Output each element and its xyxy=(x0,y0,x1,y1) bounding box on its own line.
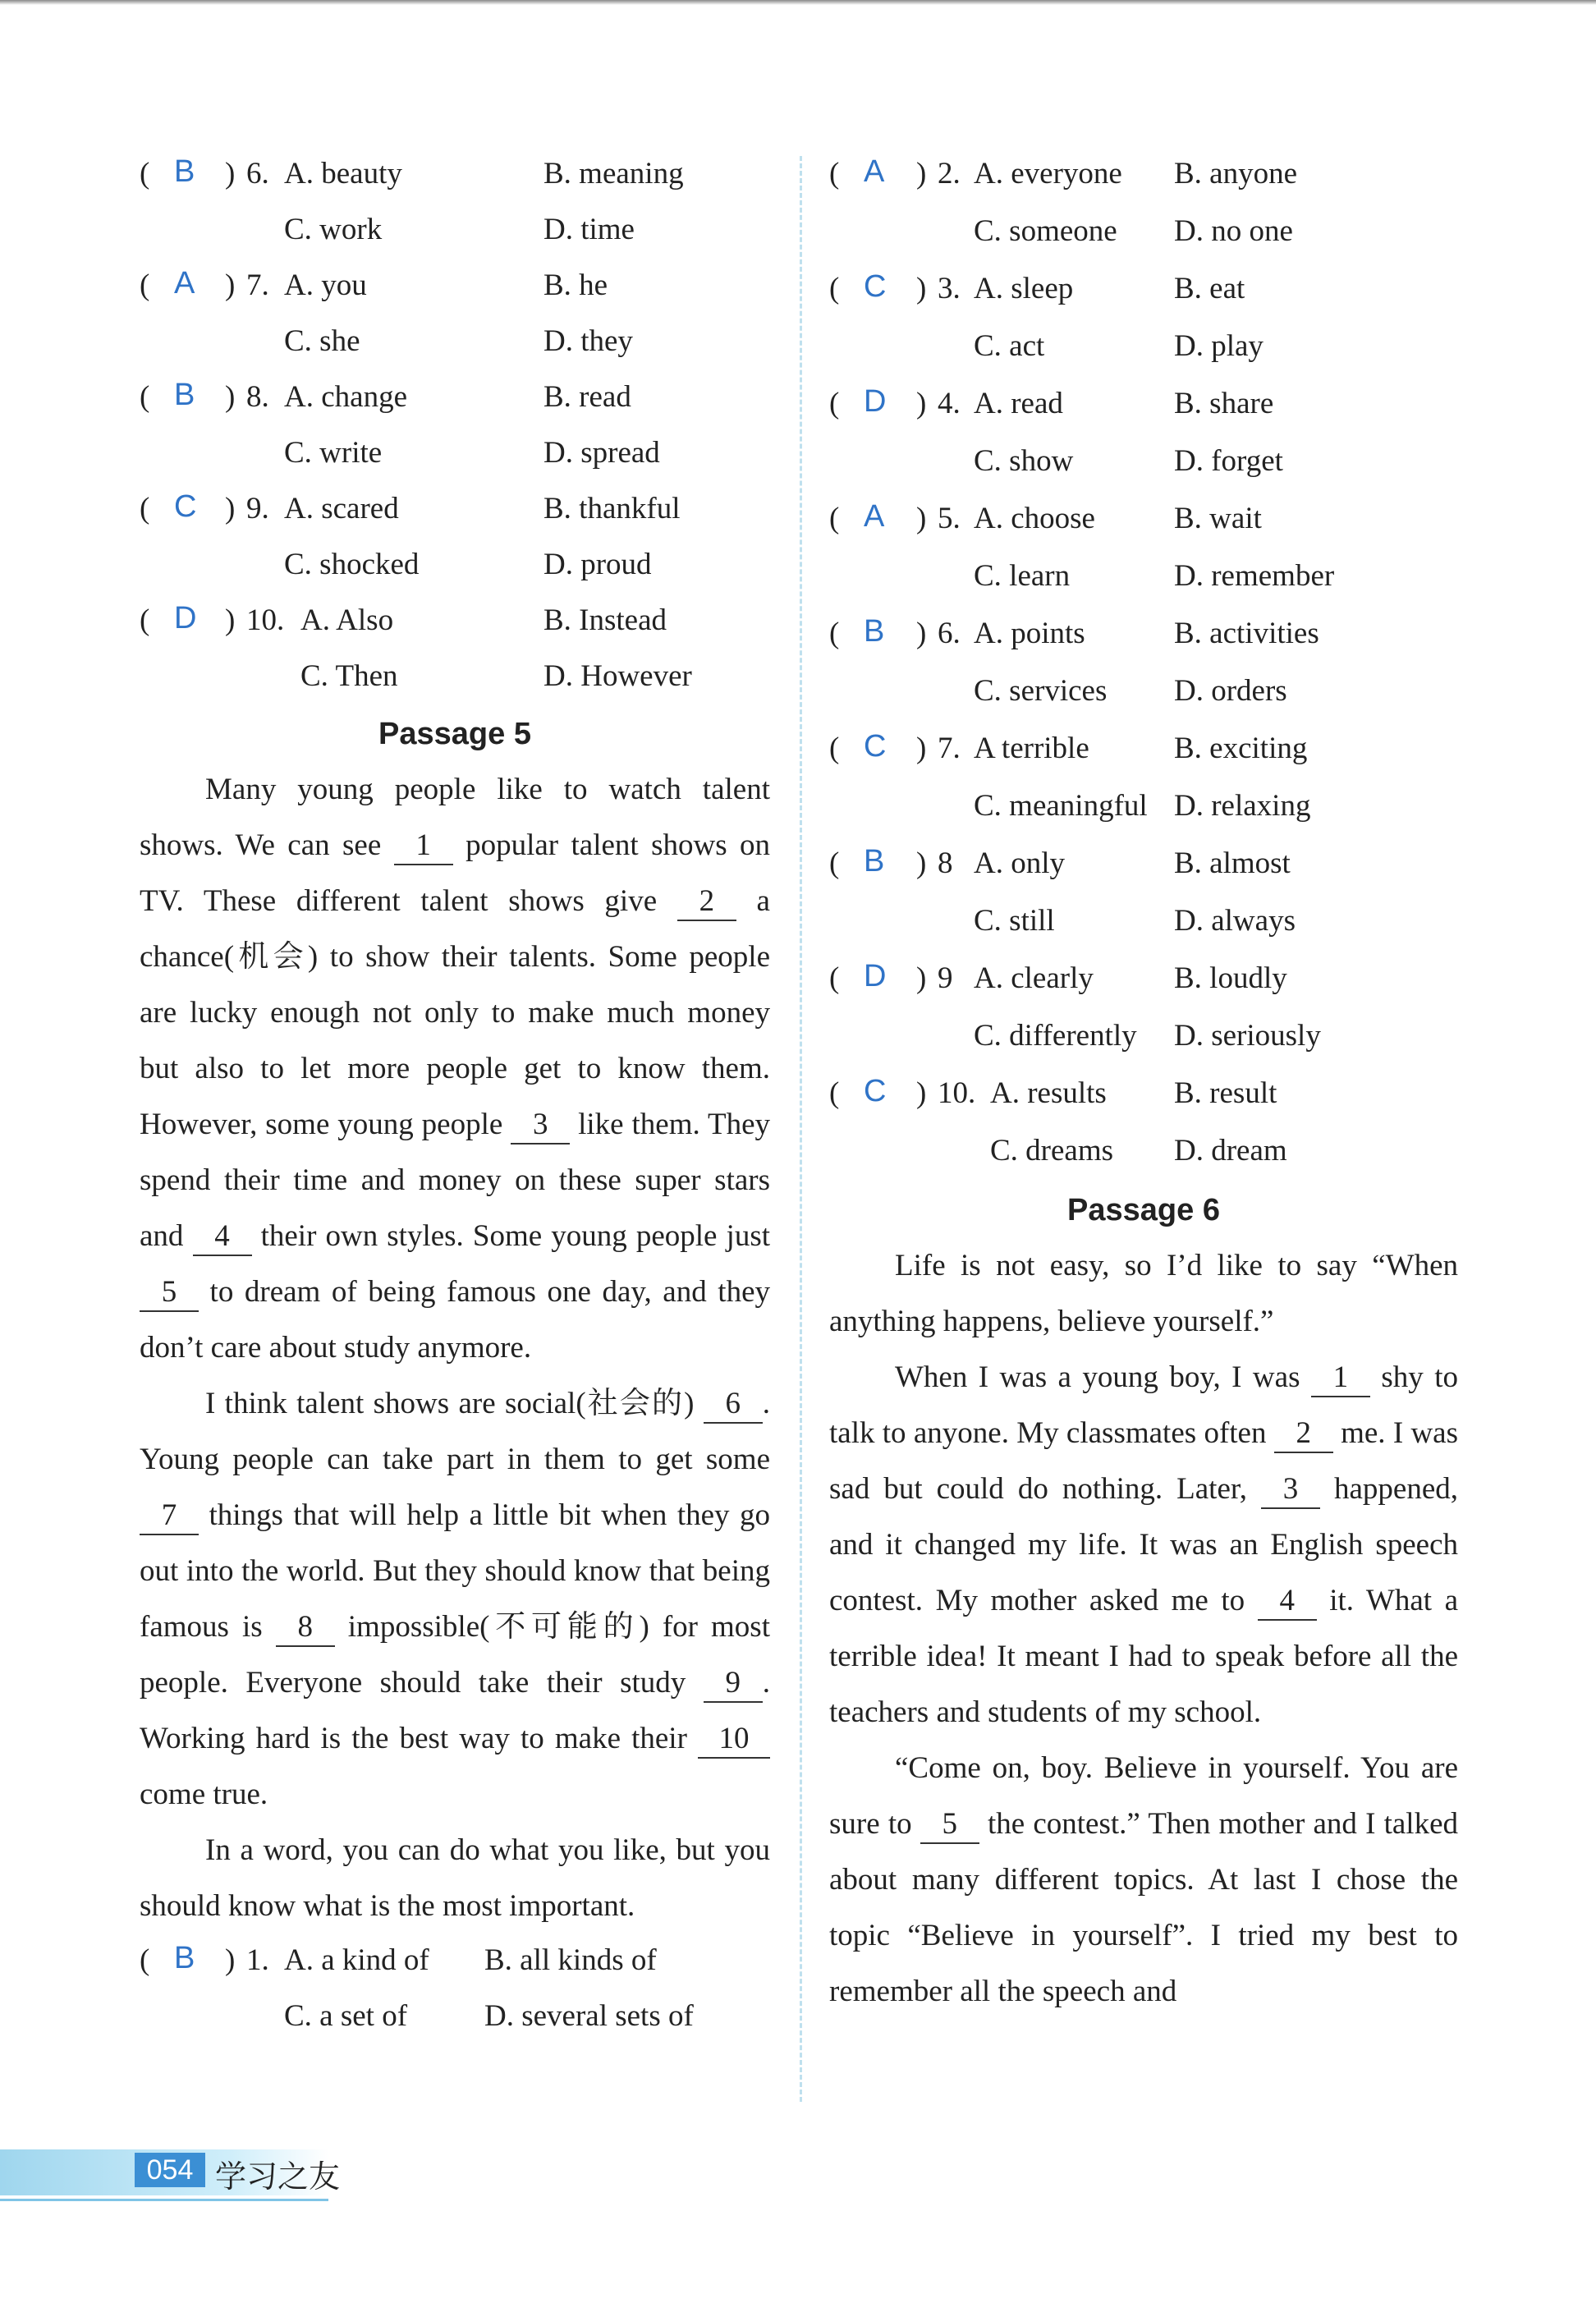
left-question-list xyxy=(140,148,770,706)
question-row xyxy=(829,493,1458,550)
question-number: 2. xyxy=(938,157,961,190)
answer-paren-close: ) xyxy=(225,157,236,190)
option-a: A. clearly xyxy=(974,961,1094,995)
answer-paren-close: ) xyxy=(916,1076,927,1110)
option-a: A. change xyxy=(284,380,407,414)
option-c: C. meaningful xyxy=(974,789,1148,823)
question-row xyxy=(140,204,770,259)
option-a: A. sleep xyxy=(974,272,1074,305)
answer-paren-close: ) xyxy=(916,502,927,535)
answer-letter: A xyxy=(174,266,195,300)
question-row xyxy=(829,608,1458,665)
option-b: B. read xyxy=(543,380,631,414)
question-row xyxy=(829,895,1458,952)
answer-paren-close: ) xyxy=(916,272,927,305)
question-number: 9. xyxy=(246,492,269,525)
answer-paren-close: ) xyxy=(225,492,236,525)
option-b: B. thankful xyxy=(543,492,681,525)
option-c: C. shocked xyxy=(284,548,420,581)
question-number: 1. xyxy=(246,1943,269,1977)
option-d: D. spread xyxy=(543,436,660,470)
answer-paren-close: ) xyxy=(225,268,236,302)
blank-p6-4: 4 xyxy=(1258,1583,1317,1621)
option-d: D. seriously xyxy=(1174,1019,1321,1053)
question-number: 8. xyxy=(246,380,269,414)
question-number: 6. xyxy=(246,157,269,190)
blank-p5-9: 9 xyxy=(704,1665,763,1703)
blank-p5-2: 2 xyxy=(677,883,736,921)
page-edge xyxy=(0,0,1596,5)
blank-p5-4: 4 xyxy=(193,1218,252,1256)
answer-paren-close: ) xyxy=(916,157,927,190)
text-run: impossible(不可能的) for most people. Everyone should take their study xyxy=(140,1610,770,1700)
answer-paren-close: ) xyxy=(916,961,927,995)
option-c: C. a set of xyxy=(284,1999,408,2033)
blank-p6-2: 2 xyxy=(1274,1415,1333,1453)
passage6-paragraph-2 xyxy=(829,1350,1458,1741)
option-b: B. anyone xyxy=(1174,157,1298,190)
answer-paren-open: ( xyxy=(140,380,150,414)
blank-p6-5: 5 xyxy=(920,1806,979,1844)
option-a: A. everyone xyxy=(974,157,1122,190)
answer-letter: C xyxy=(864,269,887,304)
text-run: . Working hard is the best way to make their xyxy=(140,1666,770,1755)
text-run: to dream of being famous one day, and they don’t care about study anymore. xyxy=(140,1275,770,1365)
question-row xyxy=(829,952,1458,1010)
question-row xyxy=(140,1990,770,2046)
option-b: B. Instead xyxy=(543,603,667,637)
answer-letter: B xyxy=(174,1941,195,1975)
passage5-paragraph-3: In a word, you can do what you like, but you should know what is the most important. xyxy=(140,1833,770,1923)
question-number: 3. xyxy=(938,272,961,305)
answer-paren-open: ( xyxy=(140,1943,150,1977)
answer-letter: B xyxy=(174,154,195,189)
blank-p5-5: 5 xyxy=(140,1274,199,1312)
question-row xyxy=(829,722,1458,780)
option-d: D. play xyxy=(1174,329,1264,363)
option-d: D. remember xyxy=(1174,559,1335,593)
option-a: A. beauty xyxy=(284,157,402,190)
answer-letter: B xyxy=(864,844,885,878)
question-number: 10. xyxy=(938,1076,976,1110)
option-a: A. choose xyxy=(974,502,1095,535)
option-c: C. services xyxy=(974,674,1108,708)
option-b: B. share xyxy=(1174,387,1274,420)
question-row xyxy=(140,483,770,539)
question-row xyxy=(140,650,770,706)
text-run: shy to talk to anyone. My classmates often xyxy=(829,1360,1458,1450)
text-run: a chance(机会) to show their talents. Some people are lucky enough not only to make much money but also to let more people get to know them. However, some young people xyxy=(140,884,770,1141)
text-run: I think talent shows are social(社会的) xyxy=(205,1387,704,1420)
option-c: C. show xyxy=(974,444,1074,478)
answer-paren-open: ( xyxy=(140,603,150,637)
column-divider xyxy=(800,156,802,2102)
question-row xyxy=(140,259,770,315)
text-run: Many young people like to watch talent shows. We can see xyxy=(140,773,770,862)
option-b: B. almost xyxy=(1174,846,1291,880)
option-a: A. only xyxy=(974,846,1065,880)
option-d: D. several sets of xyxy=(484,1999,694,2033)
blank-p5-3: 3 xyxy=(511,1107,570,1145)
option-b: B. all kinds of xyxy=(484,1943,657,1977)
text-run: like them. They spend their time and money on these super stars and xyxy=(140,1108,770,1253)
text-run: the contest.” Then mother and I talked about many different topics. At last I chose the topic “Believe in yourself”. I tried my best to remember all the speech and xyxy=(829,1807,1458,2008)
question-row xyxy=(829,205,1458,263)
answer-paren-close: ) xyxy=(916,387,927,420)
option-c: C. work xyxy=(284,213,383,246)
footer-line xyxy=(0,2199,328,2201)
answer-paren-open: ( xyxy=(829,387,840,420)
text-run: “Come on, boy. Believe in yourself. You are sure to xyxy=(829,1751,1458,1841)
question-number: 9 xyxy=(938,961,953,995)
text-run: When I was a young boy, I was xyxy=(895,1360,1311,1394)
question-row xyxy=(829,550,1458,608)
left-column xyxy=(140,148,770,2046)
answer-letter: D xyxy=(864,384,887,419)
question-row xyxy=(140,539,770,594)
passage6-title: Passage 6 xyxy=(1067,1193,1220,1227)
option-d: D. relaxing xyxy=(1174,789,1311,823)
passage5-paragraph-1 xyxy=(140,762,770,1376)
answer-paren-open: ( xyxy=(140,157,150,190)
option-d: D. time xyxy=(543,213,635,246)
answer-letter: C xyxy=(864,1074,887,1108)
option-d: D. dream xyxy=(1174,1134,1287,1167)
question-row xyxy=(140,1934,770,1990)
answer-paren-close: ) xyxy=(916,732,927,765)
book-title: 学习之友 xyxy=(215,2158,341,2195)
blank-p5-6: 6 xyxy=(704,1386,763,1424)
question-row xyxy=(829,320,1458,378)
answer-paren-open: ( xyxy=(829,157,840,190)
question-number: 4. xyxy=(938,387,961,420)
question-row xyxy=(829,148,1458,205)
blank-p6-3: 3 xyxy=(1261,1471,1320,1509)
answer-paren-open: ( xyxy=(140,268,150,302)
question-row xyxy=(829,837,1458,895)
question-row xyxy=(829,378,1458,435)
option-a: A. Also xyxy=(300,603,394,637)
question-row xyxy=(140,315,770,371)
text-run: happened, and it changed my life. It was an English speech contest. My mother asked me to xyxy=(829,1472,1458,1617)
option-d: D. proud xyxy=(543,548,652,581)
option-d: D. they xyxy=(543,324,633,358)
option-c: C. write xyxy=(284,436,383,470)
answer-letter: D xyxy=(174,601,197,635)
option-c: C. she xyxy=(284,324,360,358)
option-c: C. someone xyxy=(974,214,1117,248)
right-question-list xyxy=(829,148,1458,1182)
answer-paren-open: ( xyxy=(829,617,840,650)
option-b: B. wait xyxy=(1174,502,1262,535)
blank-p5-8: 8 xyxy=(276,1609,335,1647)
answer-paren-open: ( xyxy=(829,502,840,535)
option-c: C. learn xyxy=(974,559,1071,593)
option-d: D. orders xyxy=(1174,674,1287,708)
option-d: D. always xyxy=(1174,904,1296,938)
answer-paren-open: ( xyxy=(140,492,150,525)
question-row xyxy=(829,263,1458,320)
blank-p6-1: 1 xyxy=(1311,1360,1370,1397)
option-c: C. differently xyxy=(974,1019,1137,1053)
answer-paren-close: ) xyxy=(225,1943,236,1977)
passage5-paragraph-2 xyxy=(140,1376,770,1823)
text-run: it. What a terrible idea! It meant I had to speak before all the teachers and students of my school. xyxy=(829,1584,1458,1729)
question-row xyxy=(829,1010,1458,1067)
answer-paren-close: ) xyxy=(225,603,236,637)
answer-paren-close: ) xyxy=(225,380,236,414)
answer-paren-open: ( xyxy=(829,961,840,995)
text-run: things that will help a little bit when they go out into the world. But they should know that being famous is xyxy=(140,1498,770,1644)
answer-letter: B xyxy=(174,378,195,412)
blank-p5-7: 7 xyxy=(140,1498,199,1535)
option-a: A terrible xyxy=(974,732,1089,765)
option-d: D. forget xyxy=(1174,444,1283,478)
blank-p5-10: 10 xyxy=(698,1721,770,1759)
question-number: 7. xyxy=(938,732,961,765)
option-d: D. no one xyxy=(1174,214,1293,248)
passage5-question-1 xyxy=(140,1934,770,2046)
passage6-paragraph-3 xyxy=(829,1741,1458,2020)
answer-letter: A xyxy=(864,154,885,189)
option-b: B. result xyxy=(1174,1076,1277,1110)
question-row xyxy=(829,435,1458,493)
text-run: popular talent shows on TV. These different talent shows give xyxy=(140,828,770,918)
question-number: 8 xyxy=(938,846,953,880)
answer-paren-close: ) xyxy=(916,617,927,650)
answer-paren-open: ( xyxy=(829,1076,840,1110)
text-run: . Young people can take part in them to get some xyxy=(140,1387,770,1476)
option-a: A. read xyxy=(974,387,1063,420)
text-run: come true. xyxy=(140,1778,268,1811)
answer-letter: C xyxy=(174,489,197,524)
option-b: B. meaning xyxy=(543,157,684,190)
blank-p5-1: 1 xyxy=(394,828,453,865)
option-c: C. still xyxy=(974,904,1055,938)
option-b: B. loudly xyxy=(1174,961,1287,995)
option-c: C. act xyxy=(974,329,1045,363)
text-run: me. I was sad but could do nothing. Later, xyxy=(829,1416,1458,1506)
page-number: 054 xyxy=(135,2153,205,2187)
option-c: C. dreams xyxy=(990,1134,1114,1167)
option-c: C. Then xyxy=(300,659,398,693)
passage5-title: Passage 5 xyxy=(378,717,531,751)
question-row xyxy=(140,148,770,204)
text-run: their own styles. Some young people just xyxy=(251,1219,770,1253)
question-row xyxy=(140,594,770,650)
question-row xyxy=(829,1125,1458,1182)
answer-letter: A xyxy=(864,499,885,534)
option-a: A. results xyxy=(990,1076,1107,1110)
option-b: B. he xyxy=(543,268,608,302)
answer-letter: D xyxy=(864,959,887,993)
option-d: D. However xyxy=(543,659,692,693)
answer-paren-open: ( xyxy=(829,846,840,880)
option-b: B. exciting xyxy=(1174,732,1308,765)
answer-paren-open: ( xyxy=(829,732,840,765)
option-a: A. a kind of xyxy=(284,1943,429,1977)
option-a: A. you xyxy=(284,268,367,302)
passage6-paragraph-1: Life is not easy, so I’d like to say “When anything happens, believe yourself.” xyxy=(829,1249,1458,1338)
option-a: A. points xyxy=(974,617,1085,650)
option-a: A. scared xyxy=(284,492,399,525)
option-b: B. eat xyxy=(1174,272,1245,305)
question-number: 6. xyxy=(938,617,961,650)
question-number: 7. xyxy=(246,268,269,302)
question-row xyxy=(829,665,1458,722)
question-row xyxy=(829,1067,1458,1125)
answer-letter: C xyxy=(864,729,887,764)
option-b: B. activities xyxy=(1174,617,1319,650)
question-row xyxy=(140,427,770,483)
question-number: 5. xyxy=(938,502,961,535)
question-row xyxy=(829,780,1458,837)
right-column xyxy=(829,148,1458,2020)
question-row xyxy=(140,371,770,427)
answer-paren-close: ) xyxy=(916,846,927,880)
question-number: 10. xyxy=(246,603,285,637)
answer-letter: B xyxy=(864,614,885,649)
answer-paren-open: ( xyxy=(829,272,840,305)
